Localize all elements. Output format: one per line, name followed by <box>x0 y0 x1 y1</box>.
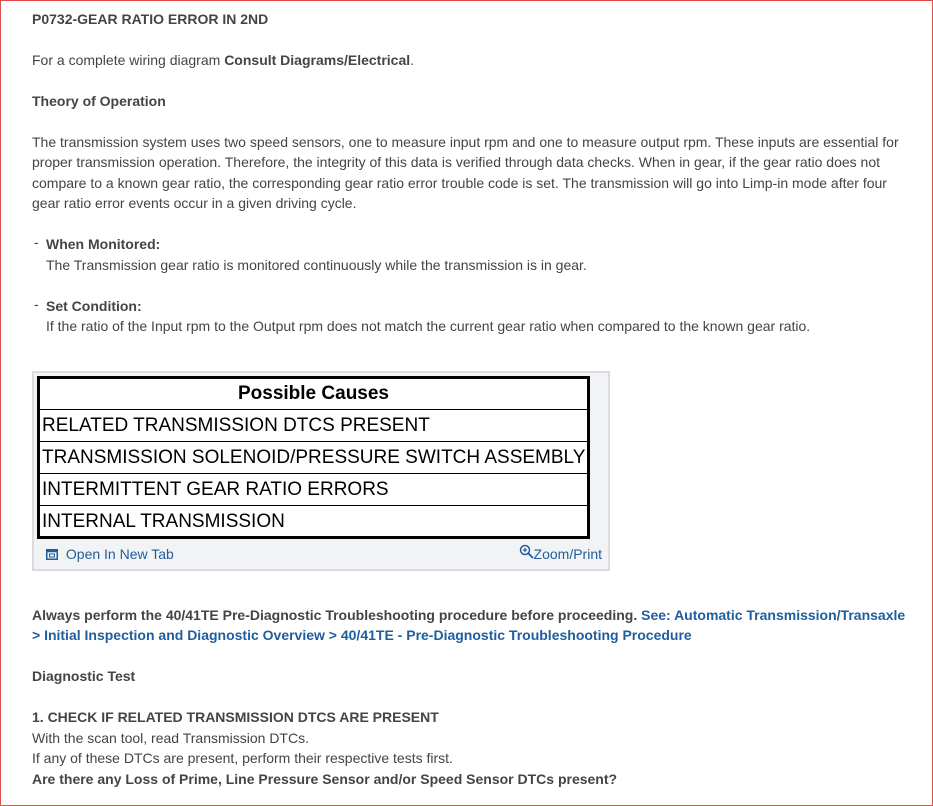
step-1-instruction: With the scan tool, read Transmission DTCs. <box>32 729 309 746</box>
theory-heading: Theory of Operation <box>32 92 166 109</box>
step-1-question: Are there any Loss of Prime, Line Pressure Sensor and/or Speed Sensor DTCs present? <box>32 770 618 787</box>
pre-diagnostic-procedure-link[interactable]: See: Automatic Transmission/Transaxle > Initial Inspection and Diagnostic Overview > 40/41TE - Pre-Diagnostic Troubleshooting Procedure <box>32 606 906 643</box>
zoom-print-label: Zoom/Print <box>533 545 602 562</box>
set-condition-label: Set Condition: <box>46 297 142 314</box>
document-content <box>32 9 917 789</box>
table-row: TRANSMISSION SOLENOID/PRESSURE SWITCH ASSEMBLY <box>40 442 587 474</box>
zoom-print-button[interactable] <box>519 544 602 560</box>
possible-causes-figure <box>32 371 610 571</box>
possible-causes-table <box>37 376 590 539</box>
table-row: RELATED TRANSMISSION DTCS PRESENT <box>40 410 587 442</box>
table-row: INTERNAL TRANSMISSION <box>42 510 285 532</box>
consult-diagrams-link[interactable]: Consult Diagrams/Electrical <box>224 51 411 68</box>
page-title: P0732-GEAR RATIO ERROR IN 2ND <box>32 11 269 27</box>
open-in-new-tab-button[interactable] <box>46 546 174 562</box>
wiring-prefix: For a complete wiring diagram <box>32 51 225 68</box>
bullet-dash: - <box>34 234 39 250</box>
when-monitored-label: When Monitored: <box>46 236 161 252</box>
diagnostic-test-heading: Diagnostic Test <box>32 668 136 684</box>
set-condition-item <box>32 296 917 337</box>
wiring-suffix: . <box>410 51 415 68</box>
pre-diagnostic-text: Always perform the 40/41TE Pre-Diagnostic Troubleshooting procedure before proceeding. <box>32 606 638 623</box>
bullet-dash: - <box>34 295 39 312</box>
step-1-instruction: If any of these DTCs are present, perform their respective tests first. <box>32 750 453 766</box>
set-condition-text: If the ratio of the Input rpm to the Output rpm does not match the current gear ratio when compared to the known gear ratio. <box>46 318 811 334</box>
pre-diagnostic-note <box>32 605 917 646</box>
when-monitored-item <box>32 234 917 275</box>
table-row: INTERMITTENT GEAR RATIO ERRORS <box>40 474 587 506</box>
wiring-diagram-note <box>32 50 917 71</box>
when-monitored-text: The Transmission gear ratio is monitored continuously while the transmission is in gear. <box>46 256 587 273</box>
table-header: Possible Causes <box>40 379 587 410</box>
magnifier-zoom-icon <box>519 544 534 559</box>
step-1-heading: 1. CHECK IF RELATED TRANSMISSION DTCS ARE PRESENT <box>32 709 439 725</box>
open-in-new-tab-icon <box>46 549 58 560</box>
figure-toolbar <box>37 539 604 569</box>
open-in-new-tab-label: Open In New Tab <box>65 545 174 562</box>
theory-paragraph: The transmission system uses two speed sensors, one to measure input rpm and one to measure output rpm. These inputs are essential for proper transmission operation. Therefore, the integrity of this data is verified through data checks. When in gear, if the gear ratio does not compare to a known gear ratio, the corresponding gear ratio error trouble code is set. The transmission will go into Limp-in mode after four gear ratio error events occur in a given driving cycle. <box>32 133 899 211</box>
